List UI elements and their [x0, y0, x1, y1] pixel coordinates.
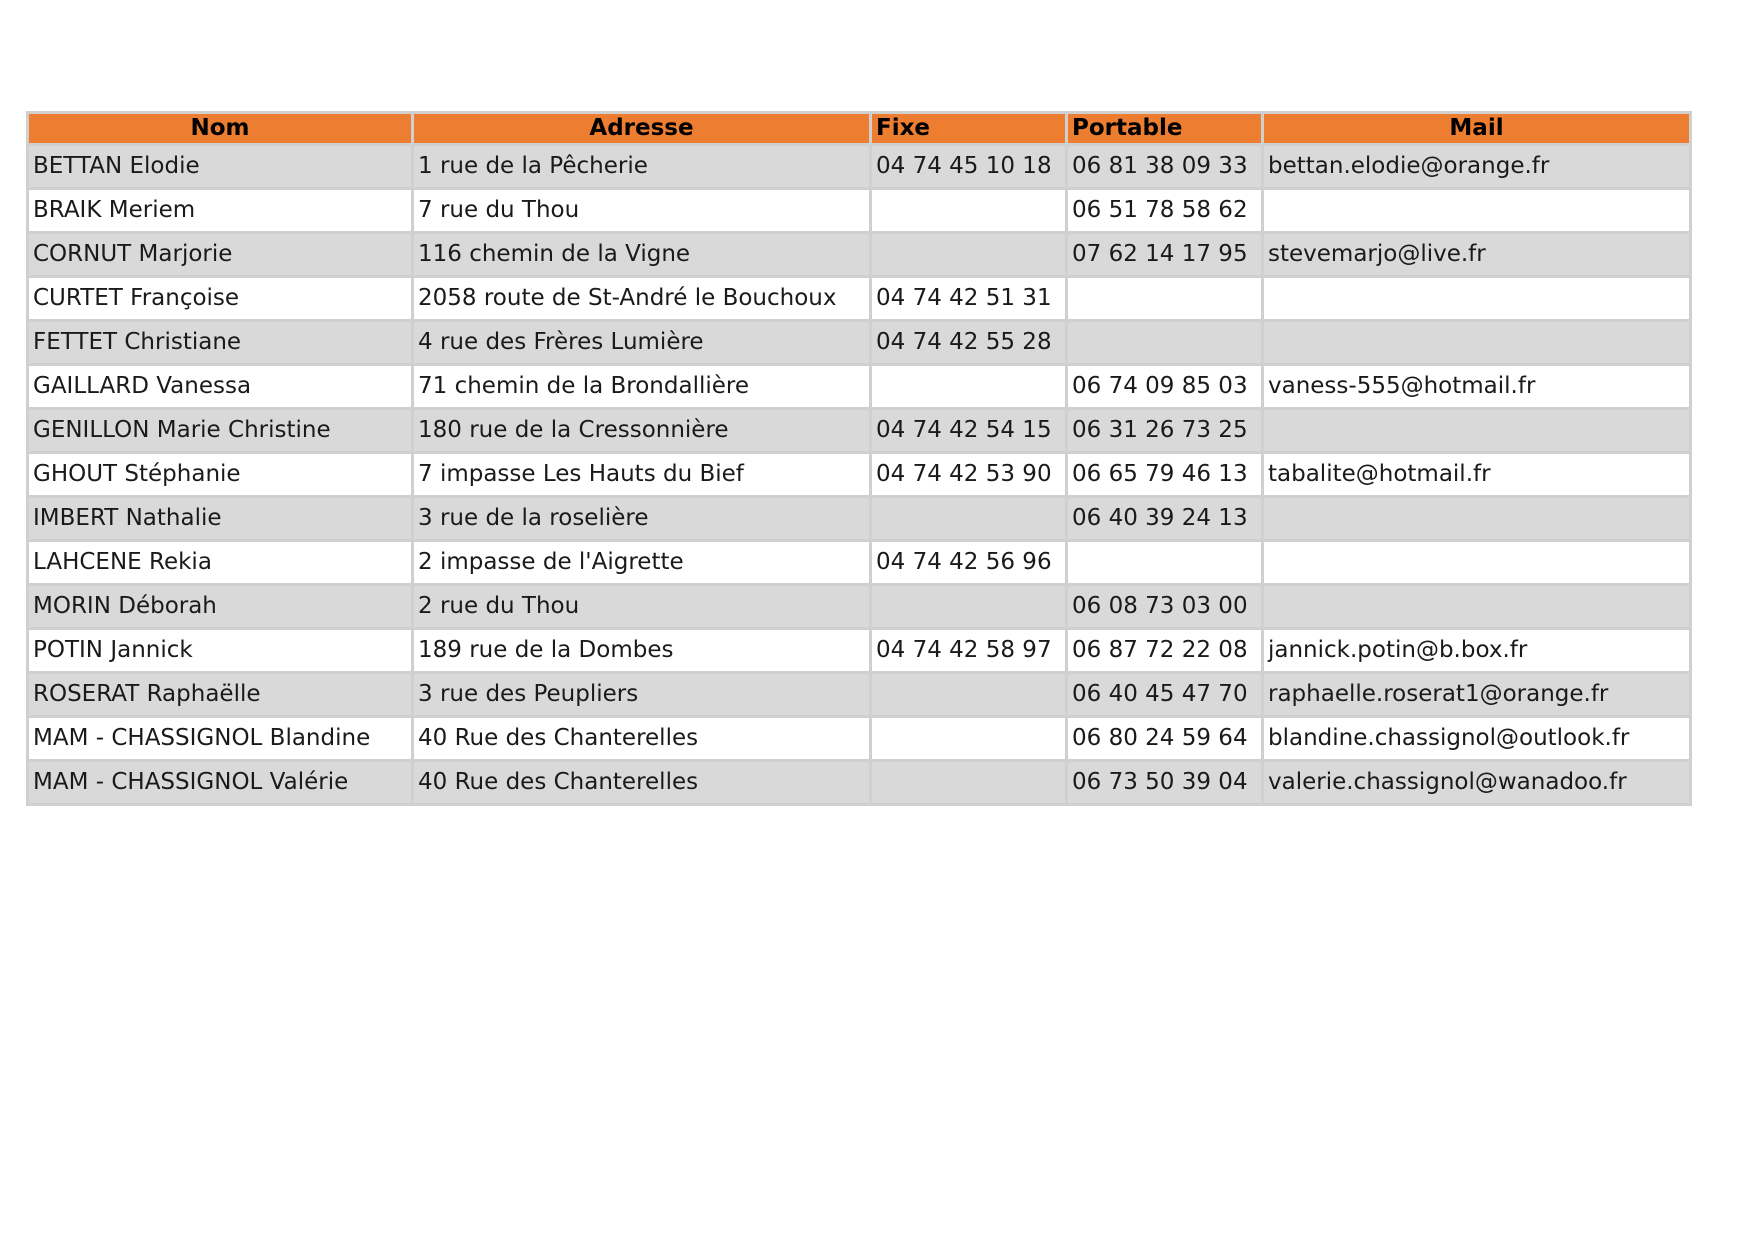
- cell-mail: tabalite@hotmail.fr: [1264, 454, 1689, 495]
- cell-fixe: [872, 234, 1065, 275]
- cell-nom: MAM - CHASSIGNOL Valérie: [29, 762, 411, 803]
- cell-fixe: [872, 718, 1065, 759]
- cell-mail: vaness-555@hotmail.fr: [1264, 366, 1689, 407]
- cell-mail: [1264, 322, 1689, 363]
- cell-fixe: [872, 674, 1065, 715]
- table-row: [29, 718, 1689, 759]
- cell-mail: [1264, 542, 1689, 583]
- cell-fixe: 04 74 42 53 90: [872, 454, 1065, 495]
- cell-fixe: [872, 366, 1065, 407]
- cell-fixe: 04 74 42 58 97: [872, 630, 1065, 671]
- cell-fixe: 04 74 42 51 31: [872, 278, 1065, 319]
- table-row: [29, 366, 1689, 407]
- cell-mail: bettan.elodie@orange.fr: [1264, 146, 1689, 187]
- cell-mail: [1264, 410, 1689, 451]
- cell-nom: BETTAN Elodie: [29, 146, 411, 187]
- cell-nom: FETTET Christiane: [29, 322, 411, 363]
- cell-adresse: 7 rue du Thou: [414, 190, 869, 231]
- cell-fixe: [872, 190, 1065, 231]
- cell-adresse: 71 chemin de la Brondallière: [414, 366, 869, 407]
- table-row: [29, 454, 1689, 495]
- cell-mail: [1264, 278, 1689, 319]
- cell-mail: [1264, 498, 1689, 539]
- cell-nom: CORNUT Marjorie: [29, 234, 411, 275]
- cell-portable: 06 31 26 73 25: [1068, 410, 1261, 451]
- cell-adresse: 40 Rue des Chanterelles: [414, 718, 869, 759]
- table-row: [29, 630, 1689, 671]
- cell-portable: 06 08 73 03 00: [1068, 586, 1261, 627]
- table-row: [29, 674, 1689, 715]
- cell-nom: GHOUT Stéphanie: [29, 454, 411, 495]
- cell-portable: 07 62 14 17 95: [1068, 234, 1261, 275]
- table-row: [29, 410, 1689, 451]
- table-body: [29, 146, 1689, 803]
- cell-fixe: [872, 586, 1065, 627]
- table-header: [29, 114, 1689, 143]
- cell-mail: [1264, 586, 1689, 627]
- cell-nom: MAM - CHASSIGNOL Blandine: [29, 718, 411, 759]
- cell-portable: [1068, 278, 1261, 319]
- table-row: [29, 278, 1689, 319]
- cell-adresse: 2 rue du Thou: [414, 586, 869, 627]
- table-row: [29, 762, 1689, 803]
- cell-nom: GAILLARD Vanessa: [29, 366, 411, 407]
- cell-adresse: 116 chemin de la Vigne: [414, 234, 869, 275]
- cell-adresse: 2 impasse de l'Aigrette: [414, 542, 869, 583]
- cell-portable: [1068, 542, 1261, 583]
- cell-nom: CURTET Françoise: [29, 278, 411, 319]
- cell-portable: 06 74 09 85 03: [1068, 366, 1261, 407]
- cell-nom: POTIN Jannick: [29, 630, 411, 671]
- cell-fixe: 04 74 42 54 15: [872, 410, 1065, 451]
- cell-portable: 06 65 79 46 13: [1068, 454, 1261, 495]
- cell-portable: 06 87 72 22 08: [1068, 630, 1261, 671]
- cell-fixe: 04 74 42 56 96: [872, 542, 1065, 583]
- cell-fixe: 04 74 42 55 28: [872, 322, 1065, 363]
- cell-portable: 06 51 78 58 62: [1068, 190, 1261, 231]
- cell-mail: valerie.chassignol@wanadoo.fr: [1264, 762, 1689, 803]
- table-row: [29, 586, 1689, 627]
- table-row: [29, 190, 1689, 231]
- cell-fixe: [872, 498, 1065, 539]
- cell-portable: 06 40 45 47 70: [1068, 674, 1261, 715]
- cell-portable: 06 80 24 59 64: [1068, 718, 1261, 759]
- cell-fixe: [872, 762, 1065, 803]
- table-row: [29, 322, 1689, 363]
- cell-nom: GENILLON Marie Christine: [29, 410, 411, 451]
- cell-mail: jannick.potin@b.box.fr: [1264, 630, 1689, 671]
- cell-mail: stevemarjo@live.fr: [1264, 234, 1689, 275]
- cell-nom: IMBERT Nathalie: [29, 498, 411, 539]
- cell-nom: ROSERAT Raphaëlle: [29, 674, 411, 715]
- contacts-table: [26, 111, 1692, 806]
- cell-adresse: 180 rue de la Cressonnière: [414, 410, 869, 451]
- cell-portable: 06 40 39 24 13: [1068, 498, 1261, 539]
- cell-adresse: 3 rue de la roselière: [414, 498, 869, 539]
- cell-adresse: 40 Rue des Chanterelles: [414, 762, 869, 803]
- cell-adresse: 2058 route de St-André le Bouchoux: [414, 278, 869, 319]
- cell-portable: 06 81 38 09 33: [1068, 146, 1261, 187]
- header-nom: Nom: [29, 114, 411, 143]
- cell-mail: blandine.chassignol@outlook.fr: [1264, 718, 1689, 759]
- cell-nom: LAHCENE Rekia: [29, 542, 411, 583]
- table-row: [29, 234, 1689, 275]
- cell-portable: 06 73 50 39 04: [1068, 762, 1261, 803]
- header-portable: Portable: [1068, 114, 1261, 143]
- cell-adresse: 189 rue de la Dombes: [414, 630, 869, 671]
- table-row: [29, 498, 1689, 539]
- cell-fixe: 04 74 45 10 18: [872, 146, 1065, 187]
- cell-adresse: 4 rue des Frères Lumière: [414, 322, 869, 363]
- header-fixe: Fixe: [872, 114, 1065, 143]
- header-adresse: Adresse: [414, 114, 869, 143]
- table-row: [29, 542, 1689, 583]
- table-row: [29, 146, 1689, 187]
- header-mail: Mail: [1264, 114, 1689, 143]
- cell-portable: [1068, 322, 1261, 363]
- cell-mail: raphaelle.roserat1@orange.fr: [1264, 674, 1689, 715]
- cell-mail: [1264, 190, 1689, 231]
- cell-nom: MORIN Déborah: [29, 586, 411, 627]
- cell-adresse: 3 rue des Peupliers: [414, 674, 869, 715]
- cell-adresse: 1 rue de la Pêcherie: [414, 146, 869, 187]
- cell-adresse: 7 impasse Les Hauts du Bief: [414, 454, 869, 495]
- cell-nom: BRAIK Meriem: [29, 190, 411, 231]
- header-row: [29, 114, 1689, 143]
